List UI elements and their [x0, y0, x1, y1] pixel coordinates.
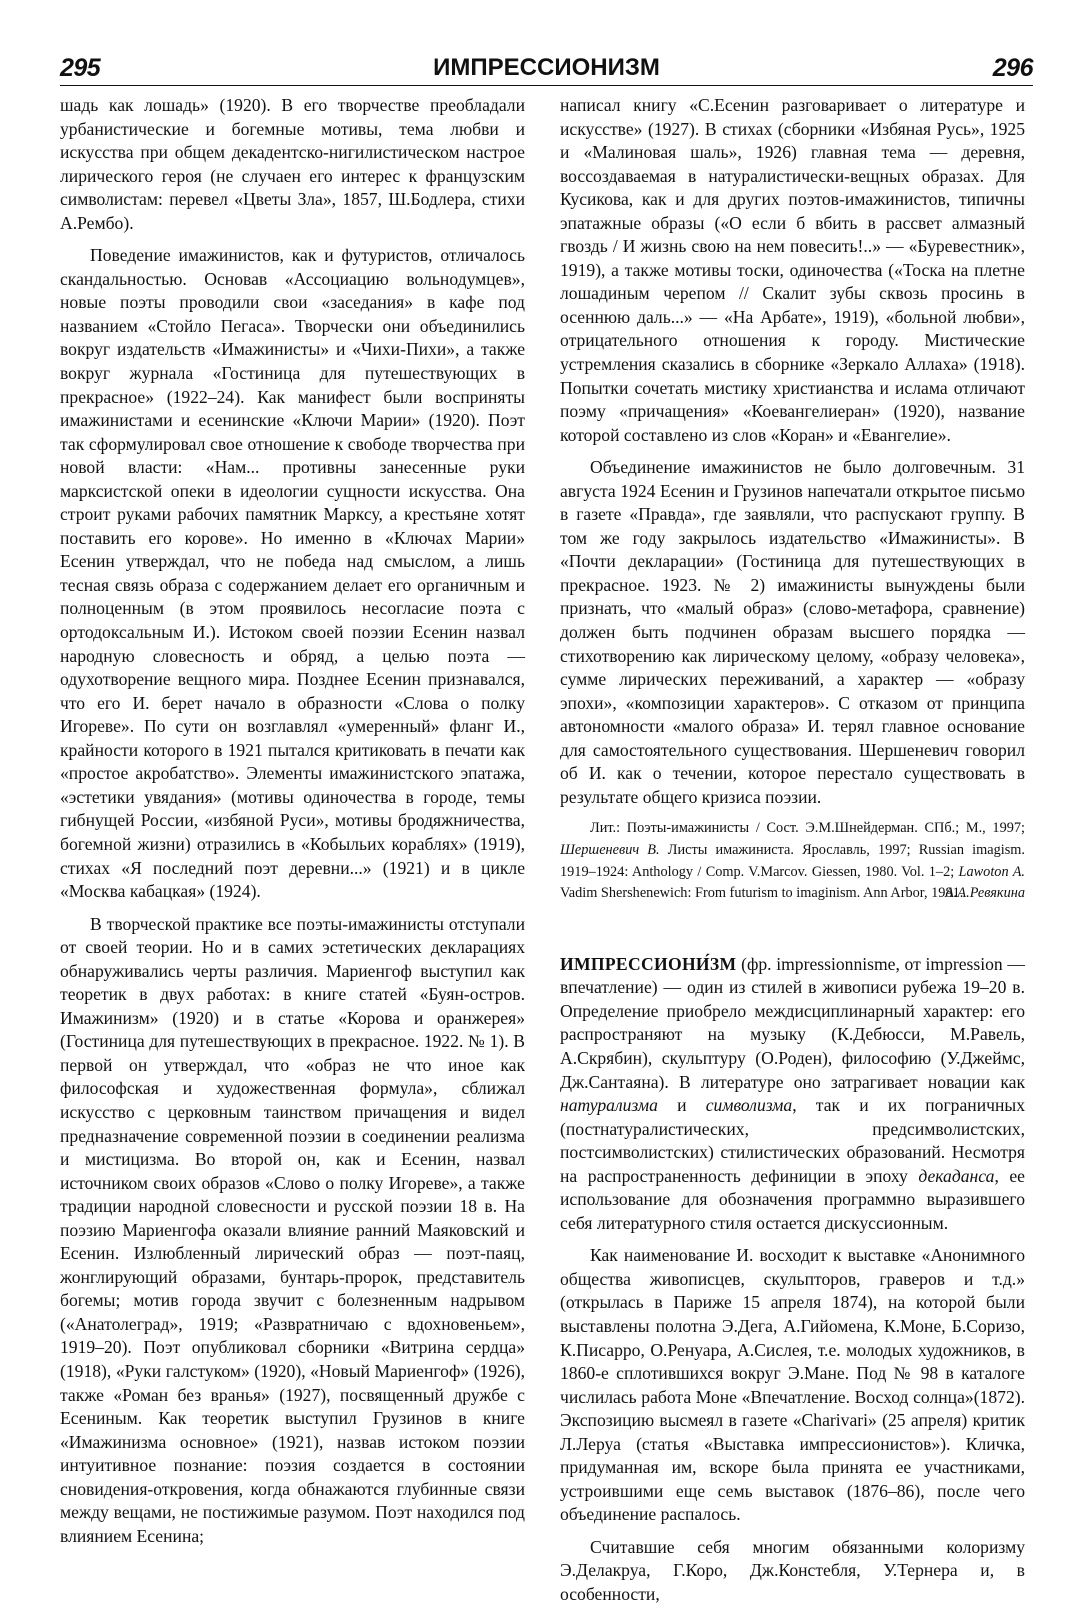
running-title: ИМПРЕССИОНИЗМ	[433, 54, 660, 81]
author-signature: А.А.Ревякина	[945, 885, 1025, 902]
page-number-left: 295	[60, 54, 101, 82]
paragraph: написал книгу «С.Есенин разговаривает о литературе и искусстве» (1927). В стихах (сборники «Избяная Русь», 1925 и «Малиновая шаль», 1926) главная тема — деревня, воссоздаваемая в натуралистически-вещных образах. Для Кусикова, как и для других поэтов-имажинистов, типичны эпатажные образы («О если б вбить в рассвет алмазный гвоздь / И жизнь свою на нем повесить!..» — «Буревестник», 1919), а также мотивы тоски, одиночества («Тоска на плетне лошадиным черепом // Скалит зубы сквозь просинь в осеннюю даль...» — «На Арбате», 1919), «больной любви», отрицательного отношения к городу. Мистические устремления сказались в сборнике «Зеркало Аллаха» (1918). Попытки сочетать мистику христианства и ислама отличают поэму «причащения» «Коевангелиеран» (1920), название которой составлено из слов «Коран» и «Евангелие».	[560, 95, 1025, 445]
bibliography-label: Лит.:	[590, 820, 621, 837]
cross-reference: натурализма	[560, 1095, 658, 1116]
page-number-right: 296	[992, 54, 1033, 82]
paragraph: шадь как лошадь» (1920). В его творчестве преобладали урбанистические и богемные мотивы, тема любви и искусства при общем декадентско-нигилистическом настрое лирического героя (не случаен его интерес к французским символистам: перевел «Цветы Зла», 1857, Ш.Бодлера, стихи А.Рембо).	[60, 95, 525, 233]
paragraph: Поведение имажинистов, как и футуристов, отличалось скандальностью. Основав «Ассоциацию вольнодумцев», новые поэты проводили свои «заседания» в кафе под названием «Стойло Пегаса». Творчески они объединились вокруг издательств «Имажинисты» и «Чихи-Пихи», а также вокруг журнала «Гостиница для путешествующих в прекрасное» (1922–24). Как манифест были восприняты имажинистами и есенинские «Ключи Марии» (1920). Поэт так сформулировал свое отношение к свободе творчества при новой власти: «Нам... противны занесенные руки марксистской опеки в идеологии сущности искусства. Она строит руками рабочих памятник Марксу, а крестьяне хотят поставить его корове». Но именно в «Ключах Марии» Есенин утверждал, что не победа над смыслом, а лишь тесная связь образа с содержанием делает его органичным и полноценным (в этом проявилось несогласие поэта с ортодоксальным И.). Истоком своей поэзии Есенин назвал народную словесность и обряд, а целью поэта — одухотворение вещного мира. Позднее Есенин признавался, что его И. берет начало в образности «Слова о полку Игореве». По сути он возглавлял «умеренный» фланг И., крайности которого в 1921 пытался критиковать в печати как «простое акробатство». Элементы имажинистского эпатажа, «эстетики увядания» (мотивы одиночества в городе, темы гибнущей России, «избяной Руси», мотивы бродяжничества, богемной жизни) отразились в «Кобыльих кораблях» (1919), стихах «Я последний поэт деревни...» (1921) и в цикле «Москва кабацкая» (1924).	[60, 245, 525, 902]
left-column	[60, 94, 525, 1548]
running-header	[60, 52, 1033, 88]
header-rule	[60, 85, 1033, 86]
paragraph: Считавшие себя многим обязанными колоризму Э.Делакруа, Г.Коро, Дж.Констебля, У.Тернера и, в особенности,	[560, 1536, 1025, 1604]
paragraph: Объединение имажинистов не было долговечным. 31 августа 1924 Есенин и Грузинов напечатали открытое письмо в газете «Правда», где заявляли, что распускают группу. В том же году закрылось издательство «Имажинисты». В «Почти декларации» (Гостиница для путешествующих в прекрасное. 1923. № 2) имажинисты вынуждены были признать, что «малый образ» (слово-метафора, сравнение) должен быть подчинен образам высшего порядка — стихотворению как лирическому целому, «образу человека», сумме лирических переживаний, а характер — «образу эпохи», «композиции характеров». С отказом от принципа автономности «малого образа» И. терял главное основание для самостоятельного существования. Шершеневич говорил об И. как о течении, которое перестало существовать в результате общего кризиса поэзии.	[560, 457, 1025, 807]
entry-headword: ИМПРЕССИОНИ́ЗМ	[560, 953, 737, 974]
cross-reference: декаданса	[918, 1165, 995, 1186]
entry-paragraph: ИМПРЕССИОНИ́ЗМ (фр. impressionnisme, от impression — впечатление) — один из стилей в живописи рубежа 19–20 в. Определение приобрело междисциплинарный характер: его распространяют на музыку (К.Дебюсси, М.Равель, А.Скрябин), скульптуру (О.Роден), философию (У.Джеймс, Дж.Сантаяна). В литературе оно затрагивает новации как натурализма и символизма, так и их пограничных (постнатуралистических, предсимволистских, постсимволистских) стилистических образований. Несмотря на распространенность дефиниции в эпоху декаданса, ее использование для обозначения программно выразившего себя литературного стиля остается дискуссионным.	[560, 953, 1025, 1233]
bibliography-author: Шершеневич В.	[560, 842, 660, 858]
bibliography-author: Lawoton A.	[958, 863, 1025, 880]
bibliography: Лит.: Поэты-имажинисты / Сост. Э.М.Шнейдерман. СПб.; М., 1997; Шершеневич В. Листы имажиниста. Ярославль, 1997; Russian imagism. 1919–1924: Anthology / Comp. V.Marcov. Giessen, 1980. Vol. 1–2; Lawoton A. Vadim Shershenewich: From futurism to imaginism. Ann Arbor, 1981. А.А.Ревякина	[560, 818, 1025, 904]
cross-reference: символизма	[705, 1095, 793, 1116]
paragraph: Как наименование И. восходит к выставке «Анонимного общества живописцев, скульпторов, граверов и т.д.» (открылась в Париже 15 апреля 1874), на которой были выставлены полотна Э.Дега, А.Гийомена, К.Моне, Б.Соризо, К.Писарро, О.Ренуара, А.Сислея, т.е. молодых художников, в 1860-е сплотившихся вокруг Э.Мане. Под № 98 в каталоге числилась работа Моне «Впечатление. Восход солнца»(1872). Экспозицию высмеял в газете «Charivari» (25 апреля) критик Л.Леруа (статья «Выставка импрессионистов»). Кличка, придуманная им, вскоре была принята ее участниками, устроившими еще семь выставок (1876–86), после чего объединение распалось.	[560, 1245, 1025, 1525]
right-column	[560, 94, 1025, 1607]
paragraph: В творческой практике все поэты-имажинисты отступали от своей теории. Но и в самих эстетических декларациях обнаруживались черты различия. Мариенгоф выступил как теоретик в двух работах: в книге статей «Буян-остров. Имажинизм» (1920) и в статье «Корова и оранжерея» (Гостиница для путешествующих в прекрасное. 1922. № 1). В первой он утверждал, что «образ не что иное как философская и художественная формула», сближал искусство с церковным таинством причащения и видел предназначение современной поэзии в соединении реализма и мистицизма. Во второй он, как и Есенин, назвал источником своих образов «Слово о полку Игореве», а также традиции народной словесности и русской поэзии 18 в. На поэзию Мариенгофа оказали влияние ранний Маяковский и Есенин. Излюбленный лирический образ — поэт-паяц, жонглирующий образами, бунтарь-пророк, представитель богемы; мотив города звучит с болезненным надрывом («Анатолеград», 1919; «Развратничаю с вдохновеньем», 1919–20). Поэт опубликовал сборники «Витрина сердца» (1918), «Руки галстуком» (1920), «Новый Мариенгоф» (1926), также «Роман без вранья» (1927), посвященный дружбе с Есениным. Как теоретик выступил Грузинов в книге «Имажинизма основное» (1921), назвав истоком поэзии интуитивное познание: поэзия создается в состоянии сновидения-откровения, когда обнажаются глубинные связи между вещами, не постижимые разумом. Поэт находился под влиянием Есенина;	[60, 913, 525, 1546]
